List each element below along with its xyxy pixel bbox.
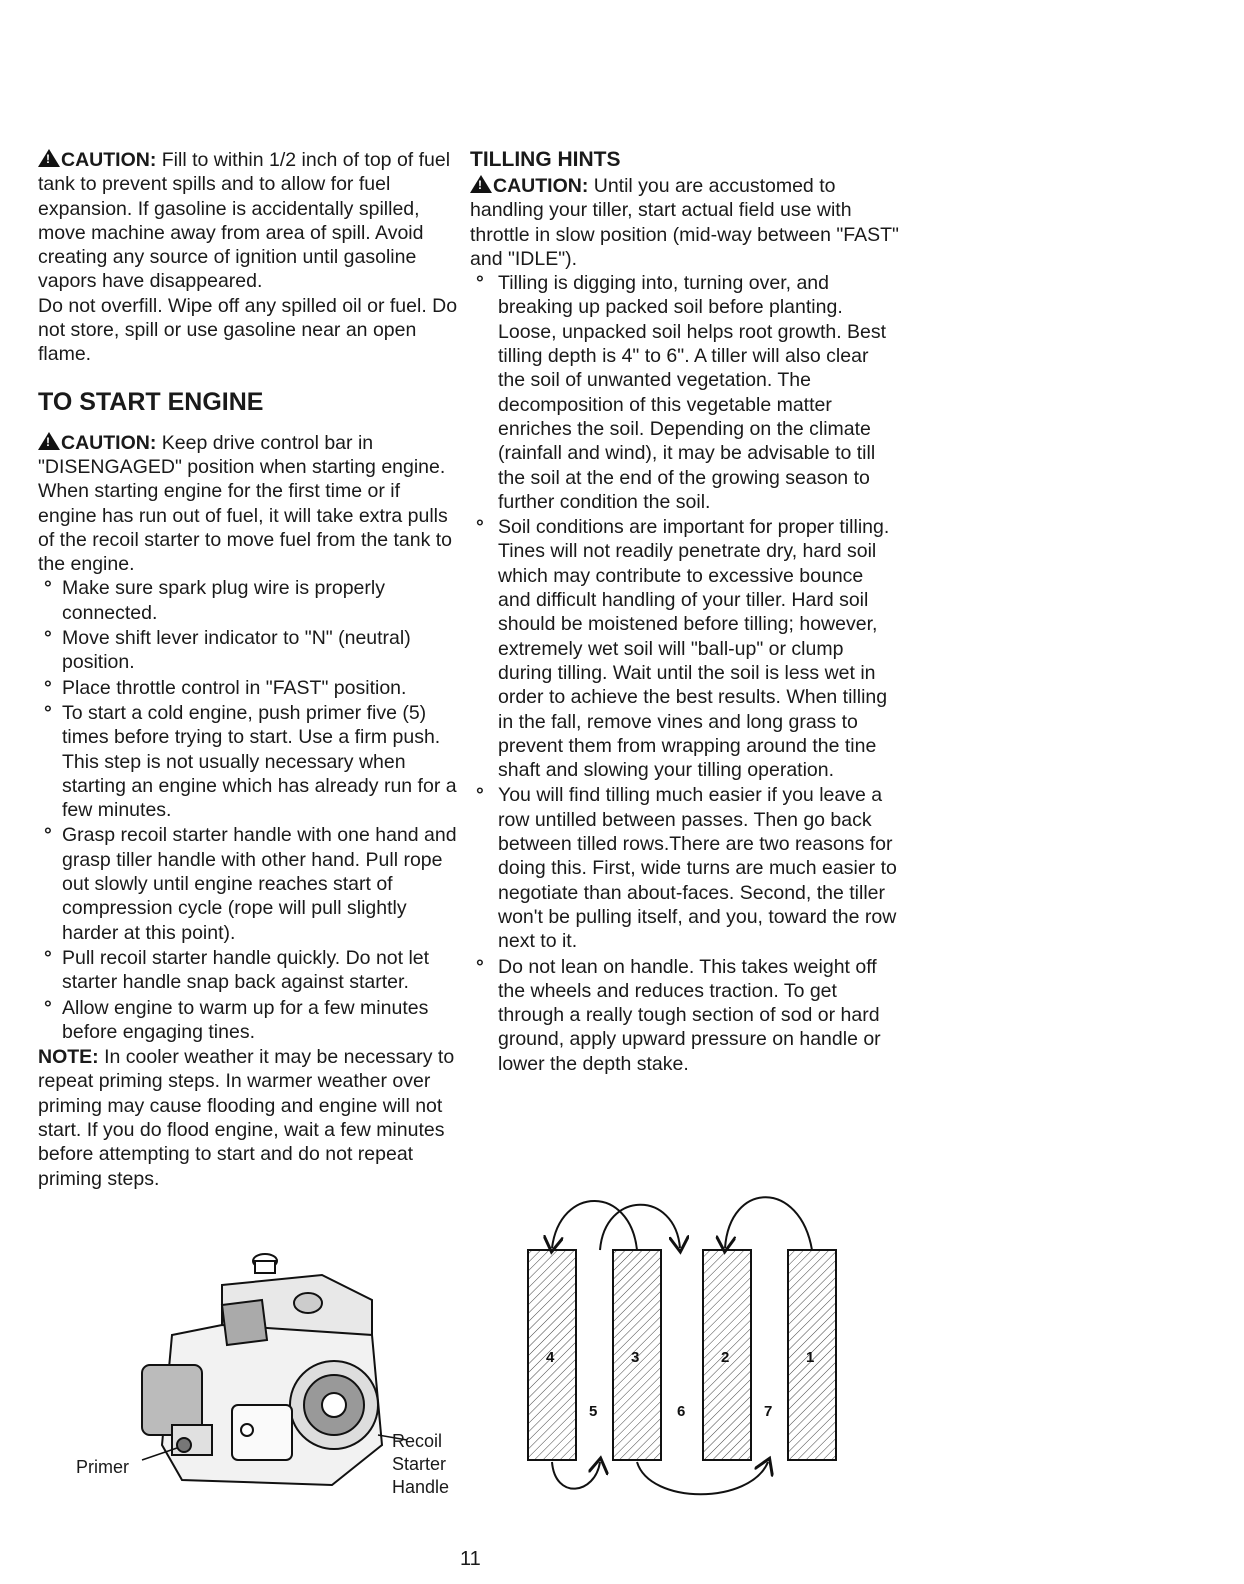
- starter-label: Starter: [392, 1454, 447, 1474]
- gap-label-6: 6: [677, 1403, 686, 1420]
- start-intro: When starting engine for the first time or if engine has run out of fuel, it will take extra pulls of the recoil starter to move fuel from the tank to the engine.: [38, 480, 453, 576]
- start-steps-list: [38, 576, 458, 1044]
- handle-label: Handle: [392, 1477, 450, 1497]
- note-label: NOTE:: [38, 1046, 99, 1069]
- caution-label: CAUTION:: [493, 175, 589, 197]
- tilling-pattern-svg: [500, 1180, 860, 1500]
- row-label-3: 3: [631, 1349, 640, 1366]
- list-item: ° Move shift lever indicator to "N" (neutral) position.: [38, 626, 458, 675]
- list-item: ° Make sure spark plug wire is properly connected.: [38, 576, 458, 625]
- page-number: 11: [460, 1548, 481, 1570]
- warning-triangle-icon: [38, 149, 60, 167]
- list-item: ° Do not lean on handle. This takes weight off the wheels and reduces traction. To get through a really tough section of sod or hard ground, apply upward pressure on handle or lower the depth stake.: [470, 955, 900, 1076]
- list-item: ° Place throttle control in "FAST" position.: [38, 676, 458, 700]
- priming-note: [38, 1045, 458, 1191]
- list-item: ° You will find tilling much easier if you leave a row untilled between passes. Then go back between tilled rows.There are two reasons for doing this. First, wide turns are much easier to negotiate than about-faces. Second, the tiller won't be pulling itself, and you, toward the row next to it.: [470, 783, 900, 953]
- caution-label: CAUTION:: [61, 431, 157, 454]
- list-item: ° To start a cold engine, push primer five (5) times before trying to start. Use a firm push. This step is not usually necessary when starting an engine which has already run for a few minutes.: [38, 701, 458, 822]
- fuel-caution: [38, 148, 458, 294]
- start-caution: [38, 431, 458, 480]
- list-item: ° Soil conditions are important for proper tilling. Tines will not readily penetrate dry, hard soil which may contribute to excessive bounce and difficult handling of your tiller. Hard soil should be moistened before tilling; however, extremely wet soil will "ball-up" or clump during tilling. Wait until the soil is less wet in order to achieve the best results. When tilling in the fall, remove vines and long grass to prevent them from wrapping around the tine shaft and slowing your tilling operation.: [470, 515, 900, 782]
- gap-label-5: 5: [589, 1403, 598, 1420]
- tilling-pattern-diagram: [500, 1180, 860, 1500]
- tilling-hints-list: [470, 271, 900, 1076]
- recoil-label: Recoil: [392, 1431, 443, 1451]
- fuel-caution-text: Fill to within 1/2 inch of top of fuel tank to prevent spills and to allow for fuel expansion. If gasoline is accidentally spilled, move machine away from area of spill. Avoid creating any source of ignition until gasoline vapors have disappeared.: [38, 149, 451, 293]
- list-item: ° Allow engine to warm up for a few minutes before engaging tines.: [38, 996, 458, 1045]
- list-item: ° Grasp recoil starter handle with one hand and grasp tiller handle with other hand. Pull rope out slowly until engine reaches start of compression cycle (rope will pull slightly harder at this point).: [38, 823, 458, 944]
- caution-label: CAUTION:: [61, 149, 157, 171]
- right-column: [470, 148, 900, 1077]
- start-caution-text: Keep drive control bar in "DISENGAGED" position when starting engine.: [38, 431, 446, 478]
- primer-label: Primer: [76, 1457, 129, 1477]
- gap-label-7: 7: [764, 1403, 773, 1420]
- note-text: In cooler weather it may be necessary to repeat priming steps. In warmer weather over priming may cause flooding and engine will not start. If you do flood engine, wait a few minutes before attempting to start and do not repeat priming steps.: [38, 1046, 455, 1190]
- tilling-caution: [470, 174, 900, 271]
- engine-figure: [72, 1245, 472, 1525]
- warning-triangle-icon: [470, 175, 492, 193]
- tilling-hints-heading: TILLING HINTS: [470, 148, 621, 171]
- start-engine-heading: TO START ENGINE: [38, 387, 264, 416]
- left-column: [38, 148, 458, 1191]
- warning-triangle-icon: [38, 432, 60, 450]
- tilling-caution-text: Until you are accustomed to handling your tiller, start actual field use with throttle in slow position (mid-way between "FAST" and "IDLE").: [470, 175, 899, 270]
- list-item: ° Tilling is digging into, turning over, and breaking up packed soil before planting. Loose, unpacked soil helps root growth. Best tilling depth is 4" to 6". A tiller will also clear the soil of unwanted vegetation. The decomposition of this vegetable matter enriches the soil. Depending on the climate (rainfall and wind), it may be advisable to till the soil at the end of the growing season to further condition the soil.: [470, 271, 900, 514]
- row-label-2: 2: [721, 1349, 730, 1366]
- row-label-1: 1: [806, 1349, 815, 1366]
- overfill-text: Do not overfill. Wipe off any spilled oil or fuel. Do not store, spill or use gasoline near an open flame.: [38, 294, 458, 366]
- row-label-4: 4: [546, 1349, 555, 1366]
- list-item: ° Pull recoil starter handle quickly. Do not let starter handle snap back against starter.: [38, 946, 458, 995]
